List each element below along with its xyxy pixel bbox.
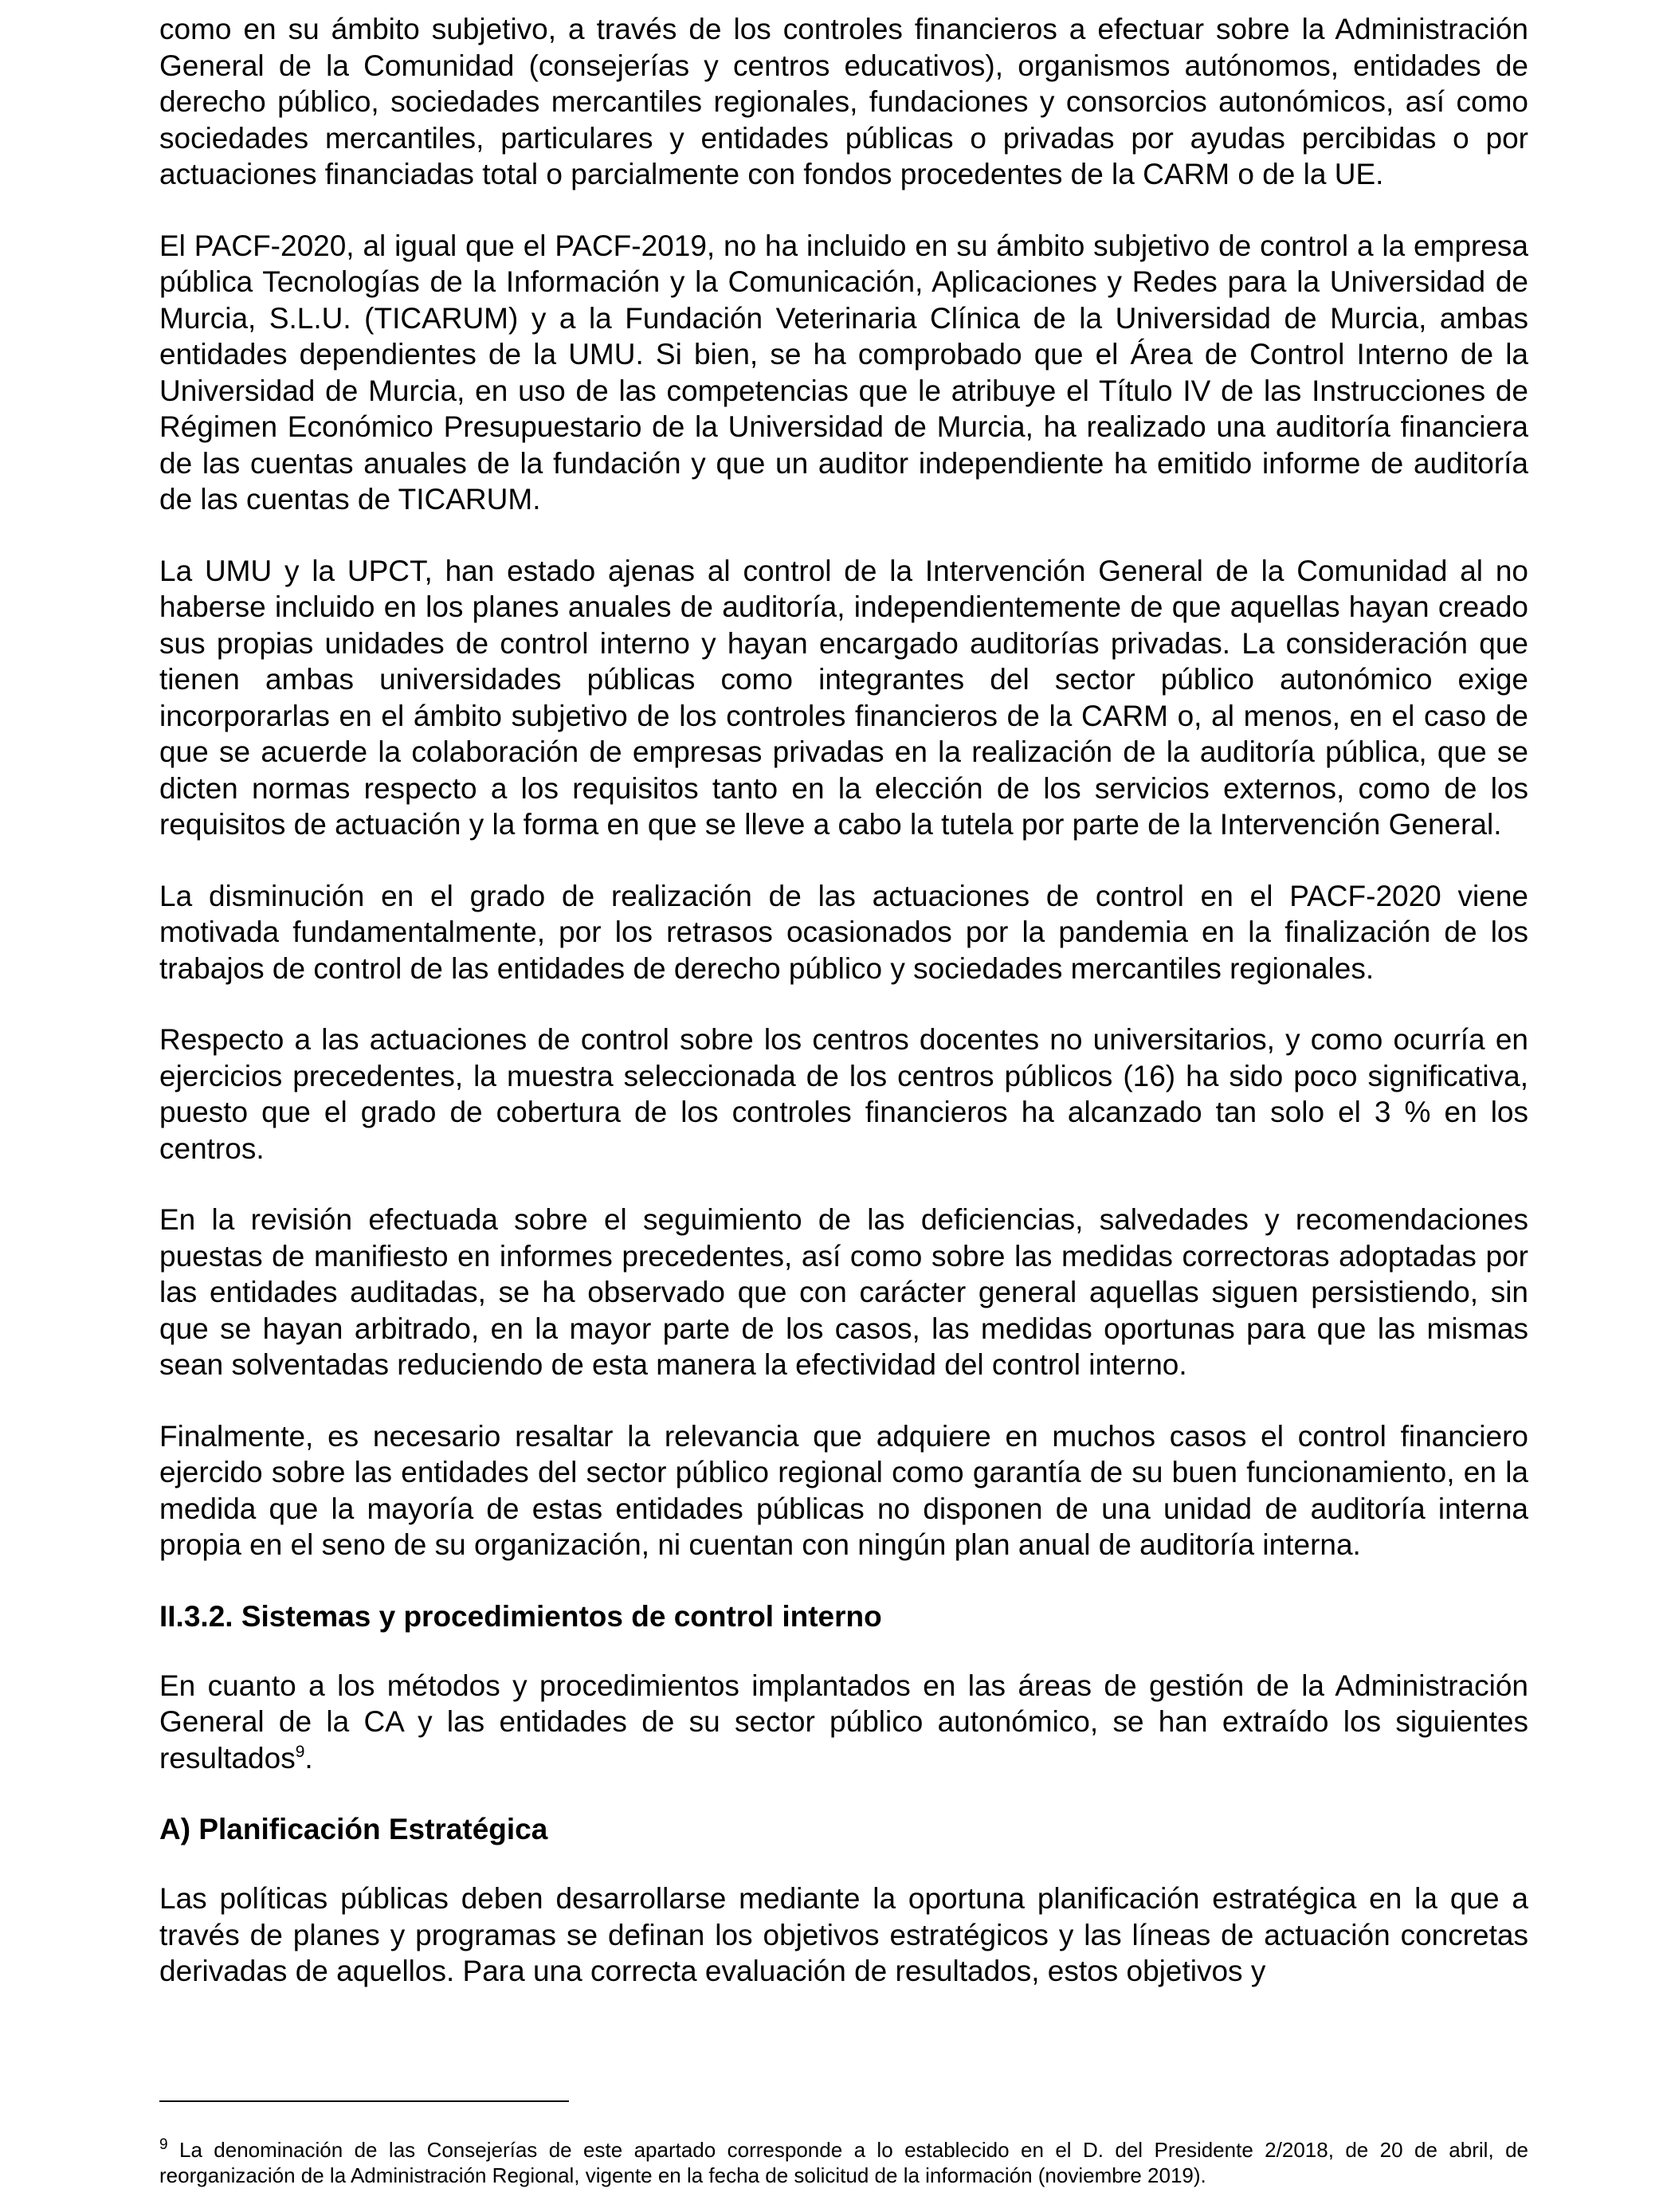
paragraph-seguimiento: En la revisión efectuada sobre el seguimiento de las deficiencias, salvedades y recomendaciones puestas de manifiesto en informes precedentes, así como sobre las medidas correctoras adoptadas por las entidades auditadas, se ha observado que con carácter general aquellas siguen persistiendo, sin que se hayan arbitrado, en la mayor parte de los casos, las medidas oportunas para que las mismas sean solventadas reduciendo de esta manera la efectividad del control interno.: [159, 1203, 1528, 1381]
paragraph-pacf-2020: El PACF-2020, al igual que el PACF-2019, no ha incluido en su ámbito subjetivo de control a la empresa pública Tecnologías de la Información y la Comunicación, Aplicaciones y Redes para la Universidad de Murcia, S.L.U. (TICARUM) y a la Fundación Veterinaria Clínica de la Universidad de Murcia, ambas entidades dependientes de la UMU. Si bien, se ha comprobado que el Área de Control Interno de la Universidad de Murcia, en uso de las competencias que le atribuye el Título IV de las Instrucciones de Régimen Económico Presupuestario de la Universidad de Murcia, ha realizado una auditoría financiera de las cuentas anuales de la fundación y que un auditor independiente ha emitido informe de auditoría de las cuentas de TICARUM.: [159, 229, 1528, 516]
section-heading-control-interno: II.3.2. Sistemas y procedimientos de control interno: [159, 1599, 882, 1633]
footnote-reference[interactable]: 9: [295, 1742, 305, 1761]
paragraph-metodos: [159, 1668, 1528, 1777]
paragraph-centros-docentes: Respecto a las actuaciones de control sobre los centros docentes no universitarios, y como ocurría en ejercicios precedentes, la muestra seleccionada de los centros públicos (16) ha sido poco significativa, puesto que el grado de cobertura de los controles financieros ha alcanzado tan solo el 3 % en los centros.: [159, 1023, 1528, 1165]
footnote-text: La denominación de las Consejerías de este apartado corresponde a lo establecido en el D. del Presidente 2/2018, de 20 de abril, de reorganización de la Administración Regional, vigente en la fecha de solicitud de la información (noviembre 2019).: [159, 2138, 1528, 2187]
section-heading-planificacion: A) Planificación Estratégica: [159, 1813, 548, 1845]
paragraph-metodos-text: En cuanto a los métodos y procedimientos implantados en las áreas de gestión de la Administración General de la CA y las entidades de su sector público autonómico, se han extraído los siguientes resultados: [159, 1669, 1528, 1775]
footnote: [159, 2137, 1528, 2188]
footnote-divider: [159, 2100, 569, 2102]
paragraph-umu-upct: La UMU y la UPCT, han estado ajenas al control de la Intervención General de la Comunidad al no haberse incluido en los planes anuales de auditoría, independientemente de que aquellas hayan creado sus propias unidades de control interno y hayan encargado auditorías privadas. La consideración que tienen ambas universidades públicas como integrantes del sector público autonómico exige incorporarlas en el ámbito subjetivo de los controles financieros de la CARM o, al menos, en el caso de que se acuerde la colaboración de empresas privadas en la realización de la auditoría pública, que se dicten normas respecto a los requisitos tanto en la elección de los servicios externos, como de los requisitos de actuación y la forma en que se lleve a cabo la tutela por parte de la Intervención General.: [159, 554, 1528, 841]
page-body: [159, 11, 1528, 1990]
paragraph-metodos-end: .: [304, 1741, 313, 1775]
paragraph-ambito-subjetivo: como en su ámbito subjetivo, a través de los controles financieros a efectuar sobre la Administración General de la Comunidad (consejerías y centros educativos), organismos autónomos, entidades de derecho público, sociedades mercantiles regionales, fundaciones y consorcios autonómicos, así como sociedades mercantiles, particulares y entidades públicas o privadas por ayudas percibidas o por actuaciones financiadas total o parcialmente con fondos procedentes de la CARM o de la UE.: [159, 13, 1528, 190]
footnote-number: 9: [159, 2136, 168, 2153]
paragraph-politicas-publicas: Las políticas públicas deben desarrollarse mediante la oportuna planificación estratégica en la que a través de planes y programas se definan los objetivos estratégicos y las líneas de actuación concretas derivadas de aquellos. Para una correcta evaluación de resultados, estos objetivos y: [159, 1882, 1528, 1987]
paragraph-finalmente: Finalmente, es necesario resaltar la relevancia que adquiere en muchos casos el control financiero ejercido sobre las entidades del sector público regional como garantía de su buen funcionamiento, en la medida que la mayoría de estas entidades públicas no disponen de una unidad de auditoría interna propia en el seno de su organización, ni cuentan con ningún plan anual de auditoría interna.: [159, 1419, 1528, 1561]
paragraph-disminucion: La disminución en el grado de realización de las actuaciones de control en el PACF-2020 viene motivada fundamentalmente, por los retrasos ocasionados por la pandemia en la finalización de los trabajos de control de las entidades de derecho público y sociedades mercantiles regionales.: [159, 879, 1528, 985]
